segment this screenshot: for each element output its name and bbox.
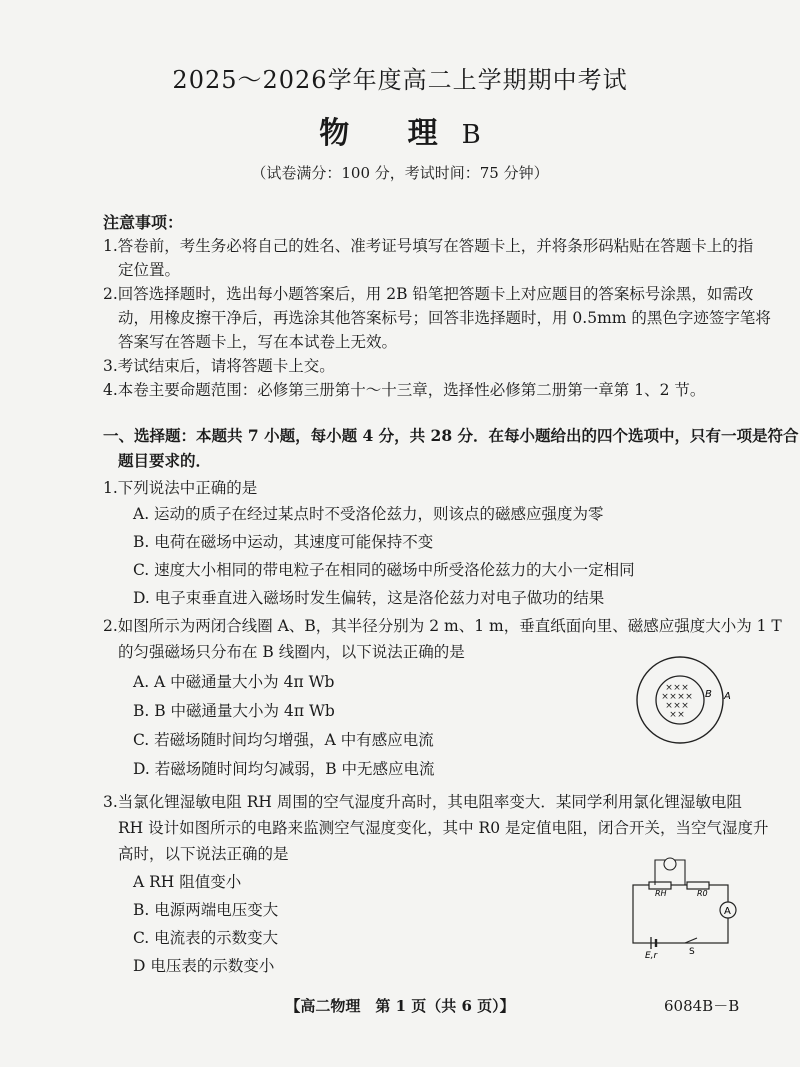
q2-option-c: C. 若磁场随时间均匀增强，A 中有感应电流 [133,731,434,749]
magnetic-field-cross: × [673,701,681,711]
q1-option-c: C. 速度大小相同的带电粒子在相同的磁场中所受洛伦兹力的大小一定相同 [133,561,635,579]
switch-label: S [689,947,695,957]
coil-figure [625,655,735,745]
rh-resistor [649,882,671,889]
q3-stem: 3.当氯化锂湿敏电阻 RH 周围的空气湿度升高时，其电阻率变大．某同学利用氯化锂湿敏电阻 [103,793,742,811]
q3-option-a: A RH 阻值变小 [133,873,242,891]
q2-stem-cont: 的匀强磁场只分布在 B 线圈内，以下说法正确的是 [118,643,465,661]
coil-a-label: A [724,691,731,702]
source-label: E,r [645,951,658,960]
magnetic-field-cross: × [677,692,685,702]
magnetic-field-cross: × [677,710,685,720]
paper-code: 6084B－B [664,997,740,1015]
magnetic-field-cross: × [681,701,689,711]
magnetic-field-cross: × [673,683,681,693]
circuit-loop [633,885,728,943]
q3-option-d: D 电压表的示数变小 [133,957,275,975]
ammeter-label: A [724,906,731,917]
notice-line: 4.本卷主要命题范围：必修第三册第十～十三章，选择性必修第二册第一章第 1、2 节。 [103,381,706,399]
voltmeter-icon [664,858,676,870]
notice-line: 动，用橡皮擦干净后，再选涂其他答案标号；回答非选择题时，用 0.5mm 的黑色字迹签字笔将 [118,309,771,327]
magnetic-field-cross: × [661,692,669,702]
section-heading-cont: 题目要求的． [118,451,212,470]
notice-title: 注意事项： [103,213,184,232]
score-info: （试卷满分：100 分，考试时间：75 分钟） [251,164,549,182]
subject-heading [0,108,800,152]
exam-title: 2025～2026学年度高二上学期期中考试 [172,66,628,94]
notice-line: 定位置。 [118,261,181,279]
q2-stem: 2.如图所示为两闭合线圈 A、B，其半径分别为 2 m、1 m，垂直纸面向里、磁感应强度大小为 1 T [103,617,782,635]
magnetic-field-cross: × [669,710,677,720]
q3-option-b: B. 电源两端电压变大 [133,901,279,919]
q3-stem-cont: RH 设计如图所示的电路来监测空气湿度变化，其中 R0 是定值电阻，闭合开关，当空气湿度升 [118,819,769,837]
notice-line: 3.考试结束后，请将答题卡上交。 [103,357,335,375]
q1-stem: 1.下列说法中正确的是 [103,479,258,497]
magnetic-field-cross: × [665,701,673,711]
page-footer: 【高二物理 第 1 页（共 6 页）】 [285,997,515,1015]
switch-icon [685,938,697,943]
magnetic-field-cross: × [681,683,689,693]
q3-option-c: C. 电流表的示数变大 [133,929,279,947]
notice-line: 1.答卷前，考生务必将自己的姓名、准考证号填写在答题卡上，并将条形码粘贴在答题卡上的指 [103,237,754,255]
subject-name: 物 理 [319,116,462,151]
q2-option-b: B. B 中磁通量大小为 4π Wb [133,702,335,720]
q2-option-d: D. 若磁场随时间均匀减弱，B 中无感应电流 [133,760,435,778]
q1-option-d: D. 电子束垂直进入磁场时发生偏转，这是洛伦兹力对电子做功的结果 [133,589,605,607]
q1-option-b: B. 电荷在磁场中运动，其速度可能保持不变 [133,533,434,551]
coil-b-label: B [705,689,712,700]
magnetic-field-cross: × [685,692,693,702]
circuit-figure [625,850,740,960]
q2-option-a: A. A 中磁通量大小为 4π Wb [133,673,335,691]
q1-option-a: A. 运动的质子在经过某点时不受洛伦兹力，则该点的磁感应强度为零 [133,505,604,523]
notice-line: 答案写在答题卡上，写在本试卷上无效。 [118,333,398,351]
q3-stem-cont2: 高时，以下说法正确的是 [118,845,289,863]
r0-resistor [687,882,709,889]
section-heading: 一、选择题：本题共 7 小题，每小题 4 分，共 28 分．在每小题给出的四个选项中，只有一项是符合 [103,426,799,445]
notice-line: 2.回答选择题时，选出每小题答案后，用 2B 铅笔把答题卡上对应题目的答案标号涂黑，如需改 [103,285,754,303]
rh-label: RH [655,889,667,898]
magnetic-field-cross: × [665,683,673,693]
magnetic-field-cross: × [669,692,677,702]
subject-version: B [461,120,481,150]
r0-label: R0 [697,889,708,898]
